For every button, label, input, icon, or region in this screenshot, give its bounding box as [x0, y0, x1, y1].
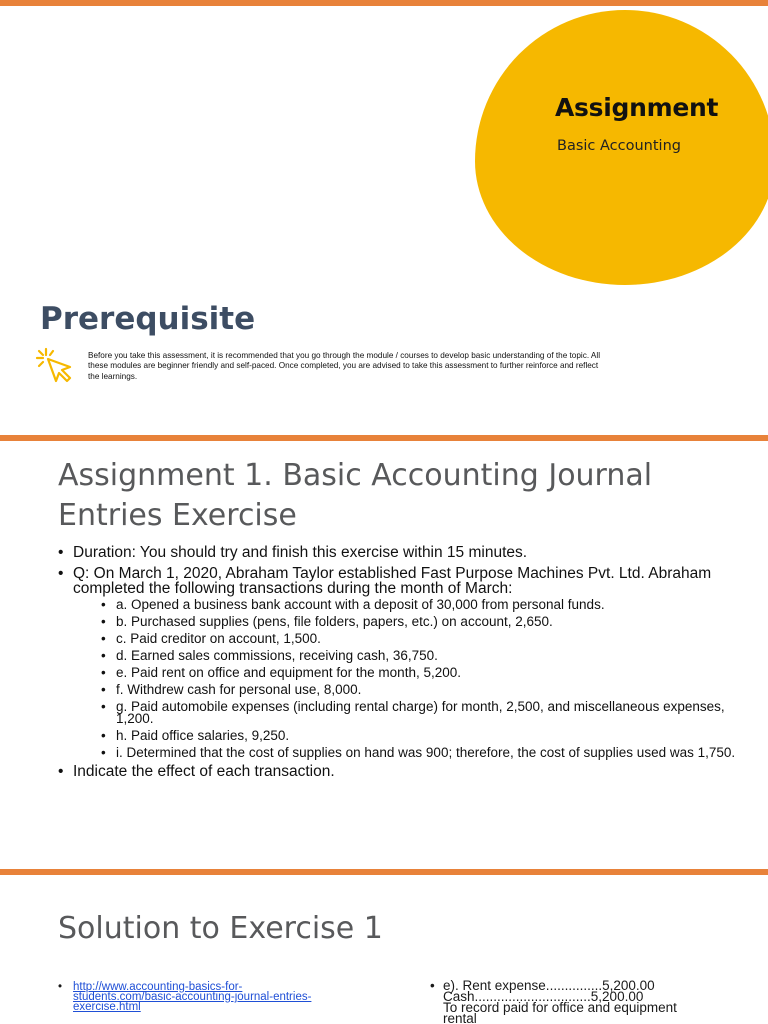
list-item: • e. Paid rent on office and equipment for the month, 5,200. — [101, 667, 748, 679]
prerequisite-description: Before you take this assessment, it is recommended that you go through the module / courses to develop basic understanding of the topic. All these modules are beginner friendly and self-paced. Once completed, you are advised to take this assessment to further reinforce and reflect the learnings. — [88, 351, 601, 381]
prerequisite-heading: Prerequisite — [40, 301, 256, 337]
list-item — [58, 545, 748, 560]
cursor-click-icon — [34, 345, 74, 385]
solution-heading: Solution to Exercise 1 — [58, 911, 383, 946]
transaction-list — [73, 599, 748, 759]
list-item: • f. Withdrew cash for personal use, 8,000. — [101, 684, 748, 696]
list-item: • d. Earned sales commissions, receiving cash, 36,750. — [101, 650, 748, 662]
list-item: • c. Paid creditor on account, 1,500. — [101, 633, 748, 645]
solution-entry: • e). Rent expense...............5,200.00 Cash...............................5,200.00 To record paid for office and equipment rental — [430, 980, 730, 1024]
reference-link[interactable]: http://www.accounting-basics-for-students.com/basic-accounting-journal-entries-exercise.html — [73, 981, 312, 1013]
list-item: • g. Paid automobile expenses (including rental charge) for month, 2,500, and miscellaneous expenses, 1,200. — [101, 701, 748, 725]
duration-text: Duration: You should try and finish this exercise within 15 minutes. — [73, 544, 528, 561]
list-item — [58, 764, 748, 779]
list-item: • a. Opened a business bank account with a deposit of 30,000 from personal funds. — [101, 599, 748, 611]
slide-cover — [0, 6, 768, 435]
list-item: • i. Determined that the cost of supplies on hand was 900; therefore, the cost of supplies used was 1,750. — [101, 747, 748, 759]
instruction-text: Indicate the effect of each transaction. — [73, 763, 335, 780]
entry-line: Cash...............................5,200.00 — [443, 989, 644, 1004]
slide-solution — [0, 875, 768, 1024]
entry-line: rental — [443, 1011, 477, 1024]
reference-link-item: • http://www.accounting-basics-for-students.com/basic-accounting-journal-entries-exercise.html — [58, 982, 338, 1012]
question-text: Q: On March 1, 2020, Abraham Taylor established Fast Purpose Machines Pvt. Ltd. Abraham completed the following transactions during the month of March: — [73, 565, 712, 597]
entry-line: e). Rent expense...............5,200.00 — [443, 978, 655, 993]
slide-assignment — [0, 441, 768, 867]
assignment-heading: Assignment 1. Basic Accounting Journal Entries Exercise — [58, 458, 653, 533]
page-subtitle: Basic Accounting — [557, 138, 681, 154]
list-item: • h. Paid office salaries, 9,250. — [101, 730, 748, 742]
page-title: Assignment — [555, 93, 719, 122]
entry-line: To record paid for office and equipment — [443, 1000, 677, 1015]
list-item — [58, 566, 748, 759]
list-item: • b. Purchased supplies (pens, file folders, papers, etc.) on account, 2,650. — [101, 616, 748, 628]
assignment-bullets — [58, 545, 748, 785]
